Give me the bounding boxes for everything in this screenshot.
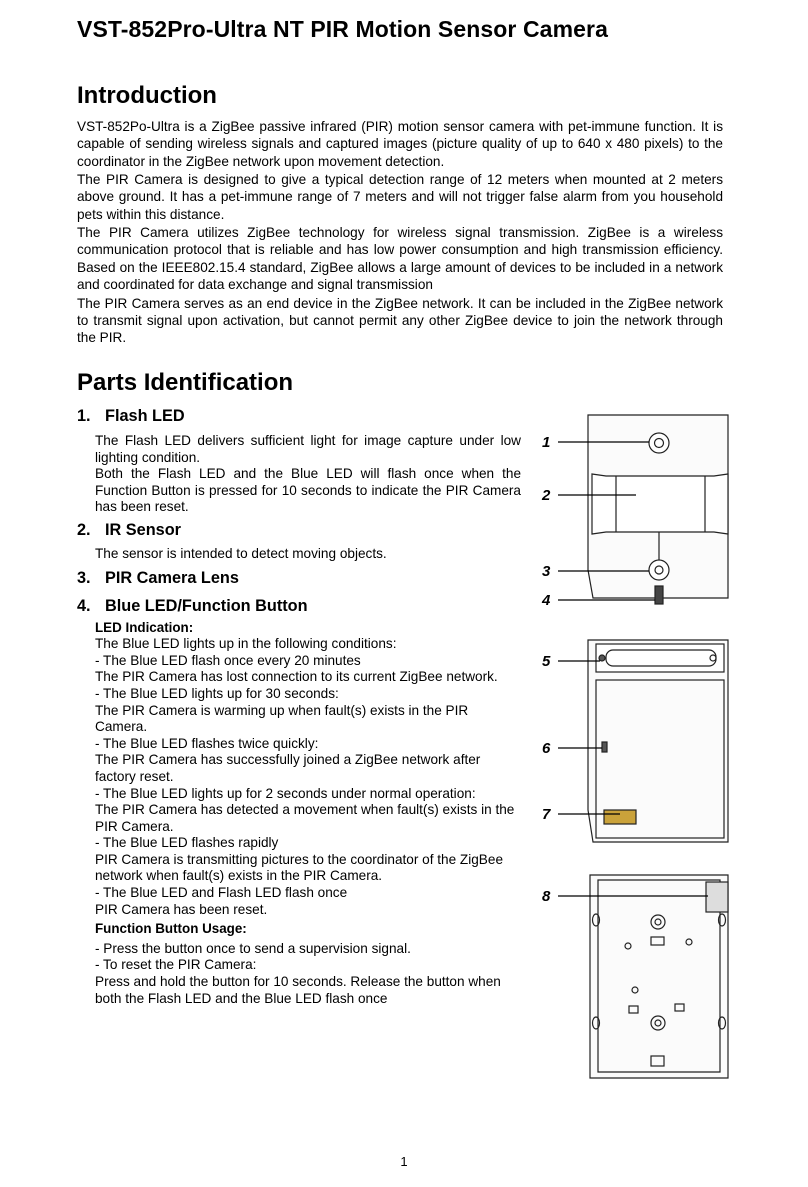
mounting-plate xyxy=(590,875,728,1078)
led-condition-description: The PIR Camera has detected a movement when fault(s) exists in the PIR Camera. xyxy=(95,802,515,834)
function-item: - Press the button once to send a supervision signal. xyxy=(95,940,411,956)
led-condition: - The Blue LED and Flash LED flash once xyxy=(95,885,348,901)
part-heading-blue-led-function-button xyxy=(77,597,521,616)
callout-number: 4 xyxy=(542,592,551,609)
part-body-flash-led xyxy=(95,433,521,516)
part-body-blue-led xyxy=(95,620,521,1008)
introduction-heading: Introduction xyxy=(77,82,217,109)
part-title: IR Sensor xyxy=(105,520,182,539)
part-number: 2. xyxy=(77,520,91,539)
led-condition: - The Blue LED flashes rapidly xyxy=(95,835,279,851)
parts-list xyxy=(77,407,521,1007)
led-condition: - The Blue LED lights up for 30 seconds: xyxy=(95,685,339,701)
led-condition-description: PIR Camera is transmitting pictures to the coordinator of the ZigBee network when fault(s) exists in the PIR Camera. xyxy=(95,851,503,884)
part-body-ir-sensor xyxy=(95,546,521,563)
led-intro-text: The Blue LED lights up in the following conditions: xyxy=(95,636,397,652)
led-indication-heading: LED Indication: xyxy=(95,619,194,635)
callout-number: 1 xyxy=(542,434,551,451)
function-button-heading: Function Button Usage: xyxy=(95,921,247,937)
part-number: 4. xyxy=(77,596,91,615)
part-title: Blue LED/Function Button xyxy=(105,596,308,615)
document-title: VST-852Pro-Ultra NT PIR Motion Sensor Camera xyxy=(77,16,608,42)
part-title: PIR Camera Lens xyxy=(105,568,239,587)
intro-paragraph: The PIR Camera is designed to give a typical detection range of 12 meters when mounted at 2 meters above ground. It has a pet-immune range of 7 meters and will not trigger false alarm from you household pets within this distance. xyxy=(77,172,723,222)
part-title: Flash LED xyxy=(105,407,185,425)
page-number: 1 xyxy=(400,1154,408,1169)
callout-number: 5 xyxy=(542,653,551,670)
led-condition-description: The PIR Camera is warming up when fault(s) exists in the PIR Camera. xyxy=(95,702,469,735)
part-text: Both the Flash LED and the Blue LED will flash once when the Function Button is pressed for 10 seconds to indicate the PIR Camera has been reset. xyxy=(95,466,521,515)
part-text: The sensor is intended to detect moving objects. xyxy=(95,545,387,561)
led-condition: - The Blue LED flashes twice quickly: xyxy=(95,735,319,751)
led-condition: - The Blue LED flash once every 20 minutes xyxy=(95,652,361,668)
callout-number: 7 xyxy=(542,806,551,823)
led-condition-description: The PIR Camera has successfully joined a ZigBee network after factory reset. xyxy=(95,752,481,784)
part-heading-ir-sensor xyxy=(77,521,521,540)
callout-number: 6 xyxy=(542,740,551,757)
callout-number: 8 xyxy=(542,888,551,905)
introduction-body xyxy=(77,118,723,348)
device-diagram xyxy=(536,410,742,1082)
callout-number: 3 xyxy=(542,563,551,580)
parts-identification-heading: Parts Identification xyxy=(77,369,294,396)
back-view-open xyxy=(588,640,728,842)
front-view xyxy=(588,415,728,604)
intro-paragraph: VST-852Po-Ultra is a ZigBee passive infrared (PIR) motion sensor camera with pet-immune function. It is capable of sending wireless signals and captured images (picture quality of up to 640 x 480 pixels) to the coordinator in the ZigBee network upon movement detection. xyxy=(77,119,723,169)
part-heading-pir-camera-lens xyxy=(77,569,521,588)
function-item: - To reset the PIR Camera: xyxy=(95,957,257,973)
callout-number: 2 xyxy=(542,487,551,504)
intro-paragraph: The PIR Camera utilizes ZigBee technology for wireless signal transmission. ZigBee is a wireless communication protocol that is reliable and has low power consumption and high transmission efficiency. Based on the IEEE802.15.4 standard, ZigBee allows a large amount of devices to be included in a network and coordinated for data exchange and signal transmission xyxy=(77,225,723,293)
intro-paragraph: The PIR Camera serves as an end device in the ZigBee network. It can be included in the ZigBee network to transmit signal upon activation, but cannot permit any other ZigBee device to join the network through the PIR. xyxy=(77,295,723,346)
led-condition-description: PIR Camera has been reset. xyxy=(95,901,268,917)
led-condition: - The Blue LED lights up for 2 seconds under normal operation: xyxy=(95,785,476,801)
part-number: 3. xyxy=(77,568,91,587)
part-number: 1. xyxy=(77,407,91,425)
part-text: The Flash LED delivers sufficient light for image capture under low lighting condition. xyxy=(95,433,521,465)
part-heading-flash-led xyxy=(77,407,521,426)
led-condition-description: The PIR Camera has lost connection to its current ZigBee network. xyxy=(95,669,498,685)
function-item-description: Press and hold the button for 10 seconds. Release the button when both the Flash LED and the Blue LED flash once xyxy=(95,974,501,1006)
